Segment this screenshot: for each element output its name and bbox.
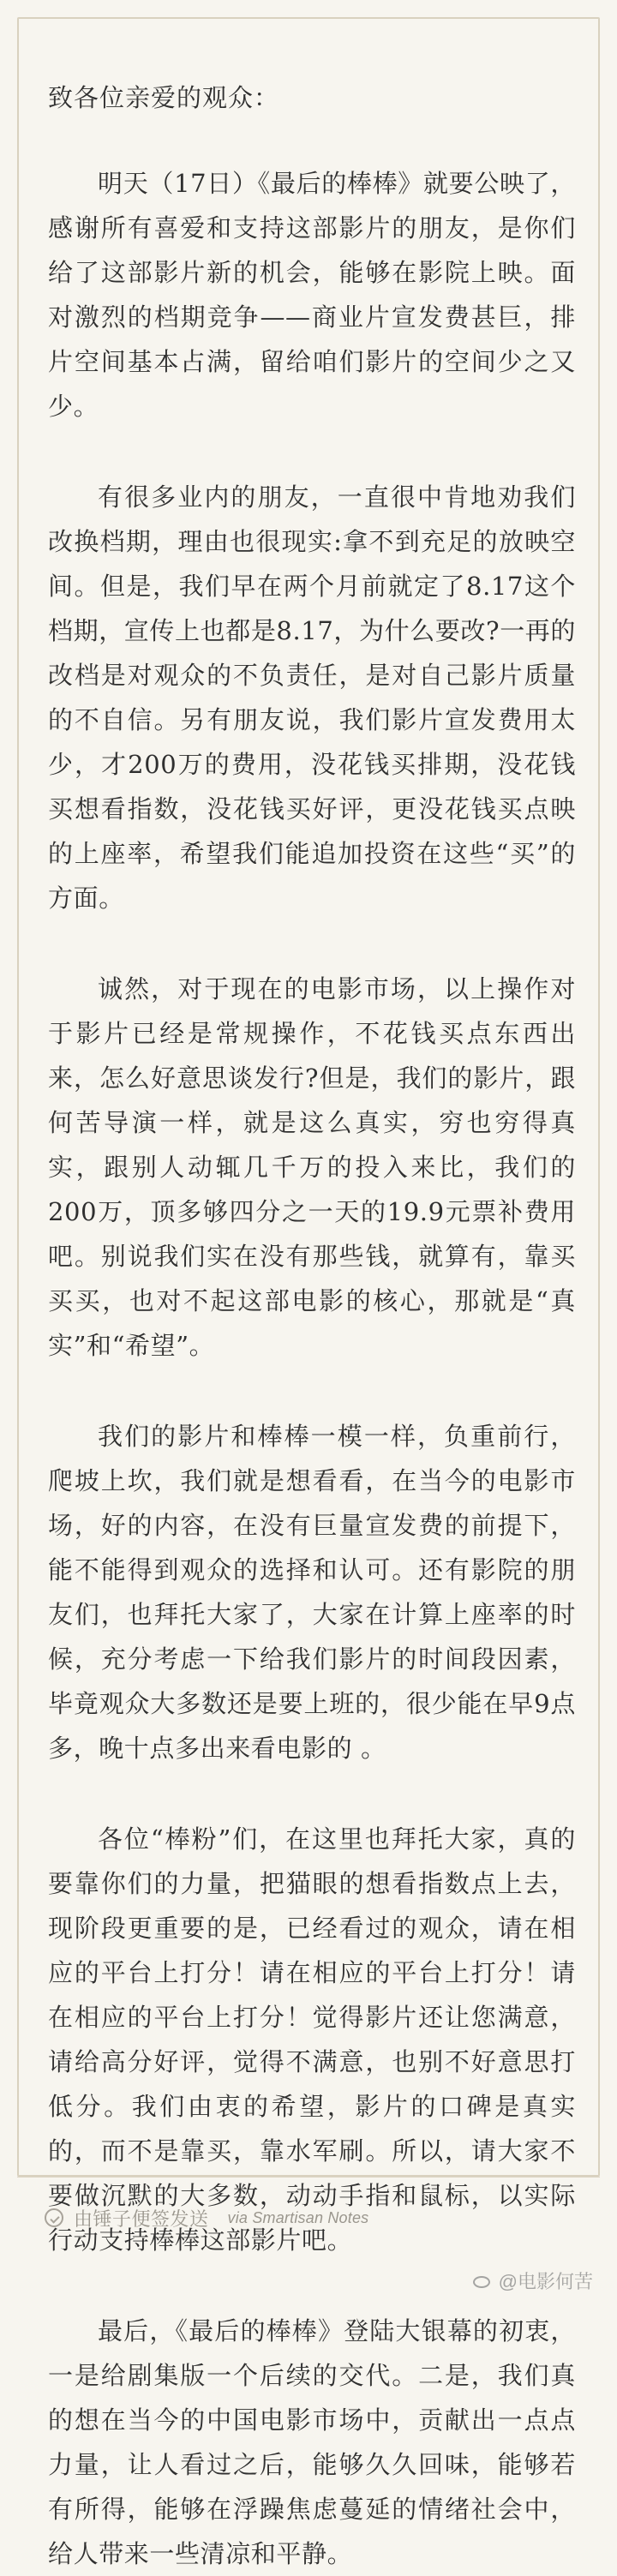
note-paragraph-3: 诚然，对于现在的电影市场，以上操作对于影片已经是常规操作，不花钱买点东西出来，怎么好意思谈发行?但是，我们的影片，跟何苦导演一样，就是这么真实，穷也穷得真实，跟别人动辄几千万的投入来比，我们的200万，顶多够四分之一天的19.9元票补费用吧。别说我们实在没有那些钱，就算有，靠买买买，也对不起这部电影的核心，那就是“真实”和“希望”。 [48,974,576,1360]
footer-sent-via-cn: 由锤子便签发送 [74,2208,209,2230]
watermark-text: @电影何苦 [498,2271,593,2292]
note-footer [45,2201,368,2235]
note-paragraph-4: 我们的影片和棒棒一模一样，负重前行，爬坡上坎，我们就是想看看，在当今的电影市场，好的内容，在没有巨量宣发费的前提下，能不能得到观众的选择和认可。还有影院的朋友们，也拜托大家了，大家在计算上座率的时候，充分考虑一下给我们影片的时间段因素，毕竟观众大多数还是要上班的，很少能在早9点多，晚十点多出来看电影的 。 [48,1422,576,1763]
weibo-icon [471,2273,494,2290]
weibo-watermark [471,2267,593,2294]
note-paragraph-5: 各位“棒粉”们，在这里也拜托大家，真的要靠你们的力量，把猫眼的想看指数点上去，现阶段更重要的是，已经看过的观众，请在相应的平台上打分！请在相应的平台上打分！请在相应的平台上打分！觉得影片还让您满意，请给高分好评，觉得不满意，也别不好意思打低分。我们由衷的希望，影片的口碑是真实的，而不是靠买，靠水军刷。所以，请大家不要做沉默的大多数，动动手指和鼠标，以实际行动支持棒棒这部影片吧。 [48,1824,576,2255]
note-paragraph-6: 最后，《最后的棒棒》登陆大银幕的初衷，一是给剧集版一个后续的交代。二是，我们真的想在当今的中国电影市场中，贡献出一点点力量，让人看过之后，能够久久回味，能够若有所得，能够在浮躁焦虑蔓延的情绪社会中，给人带来一些清凉和平静。 [48,2316,576,2568]
footer-sent-via-en: via Smartisan Notes [227,2208,369,2226]
note-greeting: 致各位亲爱的观众： [48,83,280,112]
footer-divider [17,2177,600,2178]
note-paragraph-2: 有很多业内的朋友，一直很中肯地劝我们改换档期，理由也很现实:拿不到充足的放映空间。但是，我们早在两个月前就定了8.17这个档期，宣传上也都是8.17，为什么要改?一再的改档是对观众的不负责任，是对自己影片质量的不自信。另有朋友说，我们影片宣发费用太少，才200万的费用，没花钱买排期，没花钱买想看指数，没花钱买好评，更没花钱买点映的上座率，希望我们能追加投资在这些“买”的方面。 [48,482,576,913]
note-paragraph-1: 明天（17日）《最后的棒棒》就要公映了，感谢所有喜爱和支持这部影片的朋友，是你们给了这部影片新的机会，能够在影院上映。面对激烈的档期竞争——商业片宣发费甚巨，排片空间基本占满，留给咱们影片的空间少之又少。 [48,169,576,421]
check-circle-icon [45,2208,63,2227]
